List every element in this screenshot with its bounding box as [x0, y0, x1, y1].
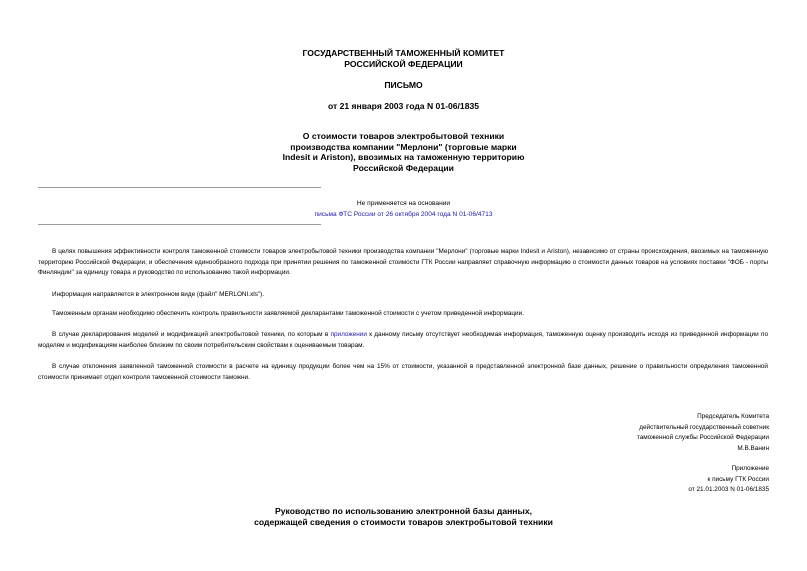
document-subject: [0, 131, 807, 173]
paragraph-1: В целях повышения эффективности контроля таможенной стоимости товаров электробытовой техники производства компании "Мерлони" (торговые марки Indesit и Ariston), независимо от страны происхождения, ввозимых на таможенную территорию Российской Федерации, и обеспечения единообразного подхода при принятии решения по таможенной стоимости ГТК России направляет справочную информацию о стоимости данных товаров на условиях поставки "ФОБ - порты Финляндии" за единицу товара и руководство по использованию такой информации.: [38, 248, 768, 277]
subject-line-4: Российской Федерации: [353, 162, 454, 173]
paragraph-3: Таможенным органам необходимо обеспечить контроль правильности заявляемой декларантами таможенной стоимости с учетом приведенной информации.: [52, 310, 524, 317]
appendix-title-line-2: содержащей сведения о стоимости товаров электробытовой техники: [254, 517, 553, 527]
issuer-line-2: РОССИЙСКОЙ ФЕДЕРАЦИИ: [344, 58, 463, 69]
subject-line-1: О стоимости товаров электробытовой техники: [302, 131, 505, 141]
document-type: ПИСЬМО: [384, 80, 423, 90]
appendix-line-1: Приложение: [731, 465, 769, 472]
letter-body-3: [38, 309, 768, 320]
status-link[interactable]: письма ФТС России от 26 октября 2004 года N 01-06/4713: [314, 211, 493, 218]
signature-line-1: Председатель Комитета: [697, 413, 769, 420]
document-date: от 21 января 2003 года N 01-06/1835: [327, 101, 480, 111]
appendix-title: [0, 506, 807, 528]
paragraph-2: Информация направляется в электронном виде (файл" MERLONI.xls").: [52, 291, 265, 298]
letter-body-2: [38, 290, 768, 301]
divider-bottom: [38, 224, 321, 225]
signature-name: М.В.Ванин: [737, 444, 769, 452]
subject-line-2: производства компании "Мерлони" (торговые марки: [290, 141, 517, 152]
appendix-title-line-1: Руководство по использованию электронной базы данных,: [275, 506, 532, 516]
issuer-line-1: ГОСУДАРСТВЕННЫЙ ТАМОЖЕННЫЙ КОМИТЕТ: [302, 48, 505, 58]
appendix-link[interactable]: приложении: [330, 331, 367, 338]
paragraph-4-end: к данному письму отсутствует необходимая информация, таможенную оценку производить исходя из приведенной информации по моделям и модификациям наиболее близким по своим потребительским свойствам к оцениваемым товарам.: [38, 331, 768, 349]
signature-line-2: действительный государственный советник: [639, 423, 769, 431]
letter-body-4: [38, 330, 768, 351]
paragraph-4-start: В случае декларирования моделей и модификаций электробытовой техники, по которым в: [52, 331, 331, 338]
appendix-line-2: к письму ГТК России: [707, 475, 769, 483]
appendix-line-3: от 21.01.2003 N 01-06/1835: [688, 486, 769, 494]
subject-line-3: Indesit и Ariston), ввозимых на таможенную территорию: [282, 152, 525, 162]
letter-body-5: [38, 362, 768, 383]
appendix-block: [688, 464, 769, 496]
status-text: Не применяется на основании: [356, 200, 451, 207]
paragraph-5: В случае отклонения заявленной таможенной стоимости в расчете на единицу продукции более чем на 15% от стоимости, указанной в представленной электронной базе данных, решение о правильности определения таможенной стоимости принимает отдел контроля таможенной стоимости таможни.: [38, 363, 768, 381]
divider-top: [38, 187, 321, 188]
status-note: [0, 198, 807, 220]
letter-body: [38, 247, 768, 279]
signature-block: [637, 412, 769, 454]
document-header: [0, 48, 807, 69]
signature-line-3: таможенной службы Российской Федерации: [636, 434, 769, 442]
paragraph-4: [38, 330, 768, 351]
